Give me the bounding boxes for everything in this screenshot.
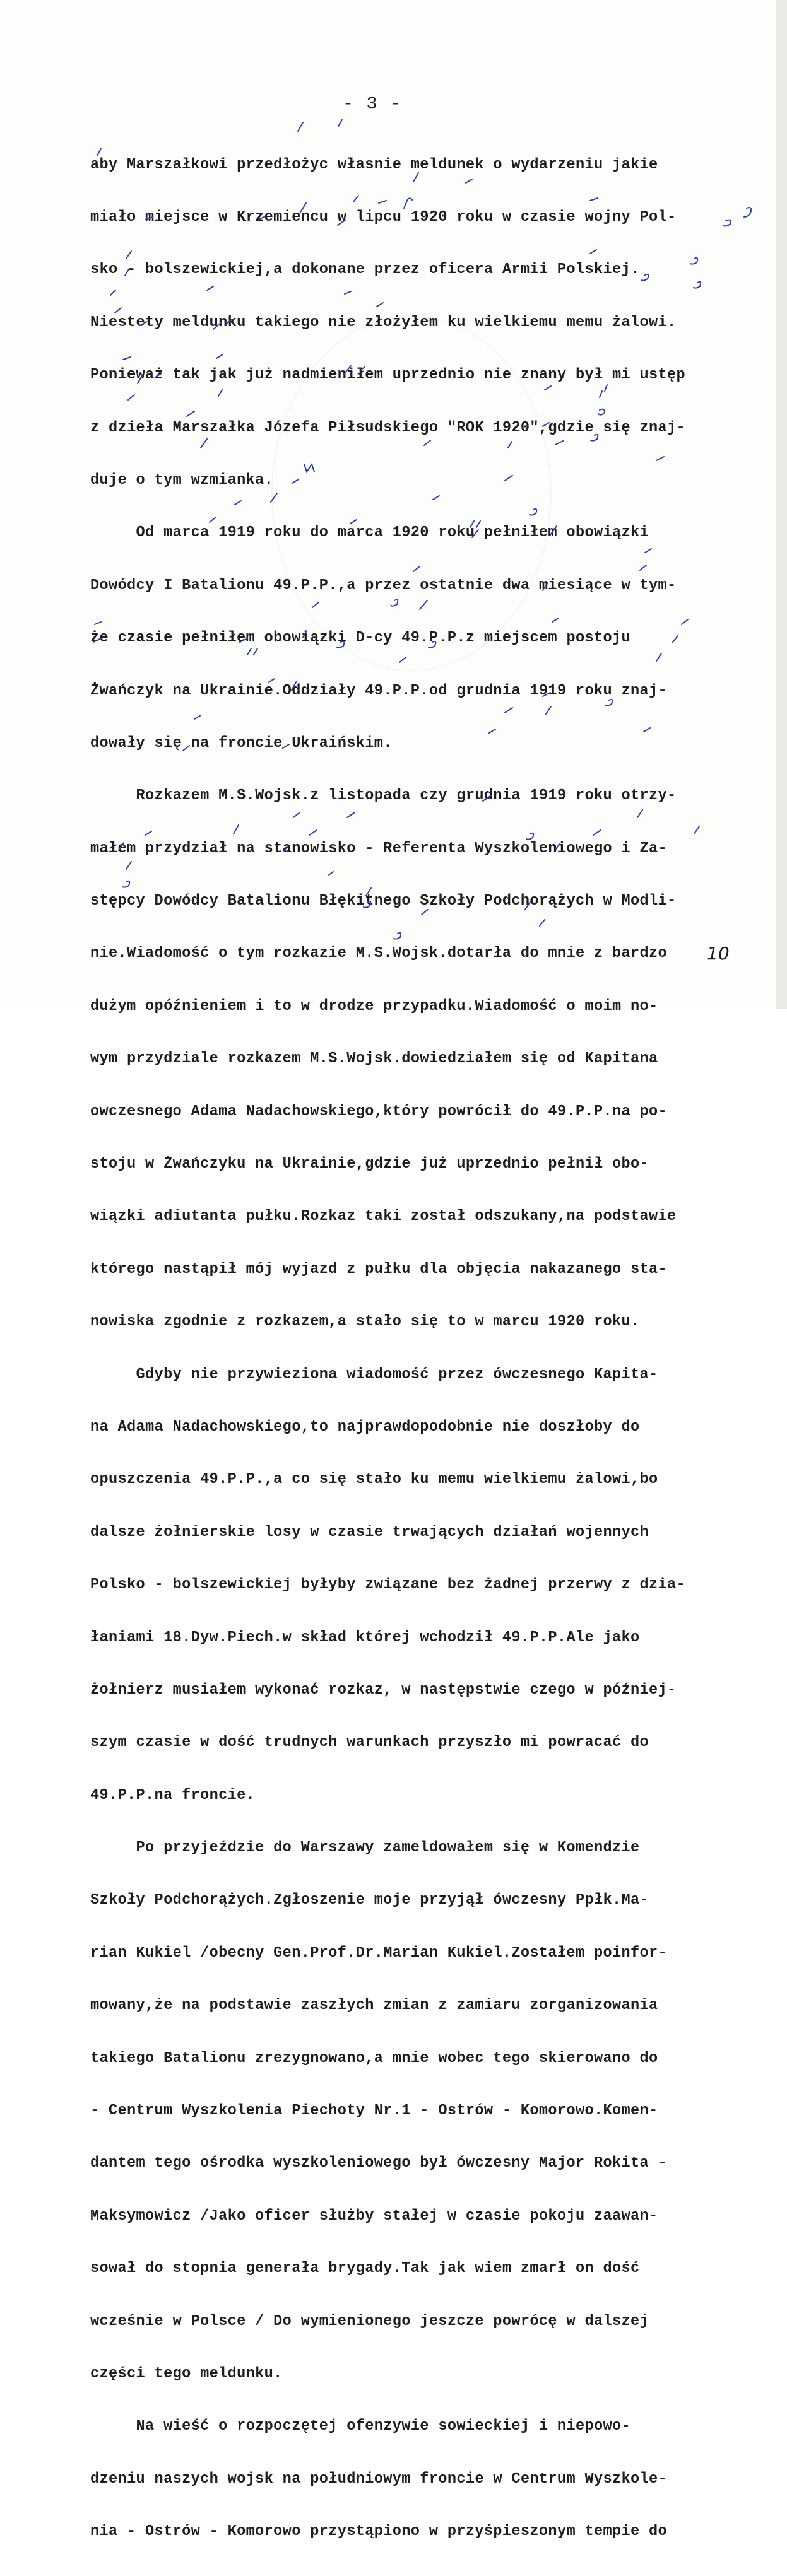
text-line: Dowódcy I Batalionu 49.P.P.,a przez ostatnie dwa miesiące w tym- bbox=[90, 577, 677, 594]
text-line: że czasie pełniłem obowiązki D-cy 49.P.P.z miejscem postoju bbox=[90, 629, 631, 647]
text-line: Maksymowicz /Jako oficer służby stałej w czasie pokoju zaawan- bbox=[90, 2207, 658, 2225]
text-line: dowały się na froncie Ukraińskim. bbox=[90, 734, 393, 752]
text-line: nie.Wiadomość o tym rozkazie M.S.Wojsk.dotarła do mnie z bardzo bbox=[90, 945, 668, 963]
text-line: na Adama Nadachowskiego,to najprawdopodobnie nie doszłoby do bbox=[90, 1418, 640, 1436]
text-line: Szkoły Podchorążych.Zgłoszenie moje przyjął ówczesny Ppłk.Ma- bbox=[90, 1892, 649, 1909]
text-line: dużym opóźnieniem i to w drodze przypadku.Wiadomość o moim no- bbox=[90, 997, 658, 1015]
text-line: owczesnego Adama Nadachowskiego,który powrócił do 49.P.P.na po- bbox=[90, 1103, 668, 1120]
text-line: dalsze żołnierskie losy w czasie trwających działań wojennych bbox=[90, 1523, 649, 1541]
text-line: dantem tego ośrodka wyszkoleniowego był ówczesny Major Rokita - bbox=[90, 2155, 668, 2172]
text-line: sował do stopnia generała brygady.Tak jak wiem zmarł on dość bbox=[90, 2260, 640, 2278]
page-number: - 3 - bbox=[342, 95, 402, 114]
text-line: duje o tym wzmianka. bbox=[90, 471, 274, 489]
text-line: Po przyjeździe do Warszawy zameldowałem się w Komendzie bbox=[90, 1839, 640, 1857]
text-line: części tego meldunku. bbox=[90, 2365, 283, 2382]
text-line: stoju w Żwańczyku na Ukrainie,gdzie już uprzednio pełnił obo- bbox=[90, 1156, 649, 1173]
scan-edge bbox=[776, 0, 787, 1009]
text-line: wym przydziale rozkazem M.S.Wojsk.dowiedziałem się od Kapitana bbox=[90, 1050, 658, 1068]
text-line: 49.P.P.na froncie. bbox=[90, 1786, 256, 1804]
text-line: nia - Ostrów - Komorowo przystąpiono w przyśpieszonym tempie do bbox=[90, 2523, 668, 2541]
text-line: miało miejsce w Krzemiencu w lipcu 1920 roku w czasie wojny Pol- bbox=[90, 208, 677, 226]
text-line: z dzieła Marszałka Józefa Piłsudskiego "ROK 1920",gdzie się znaj- bbox=[90, 419, 686, 436]
text-line: aby Marszałkowi przedłożyc własnie meldunek o wydarzeniu jakie bbox=[90, 156, 658, 173]
text-line: mowany,że na podstawie zaszłych zmian z zamiaru zorganizowania bbox=[90, 1997, 658, 2015]
text-line: nowiska zgodnie z rozkazem,a stało się to w marcu 1920 roku. bbox=[90, 1313, 640, 1331]
text-line: którego nastąpił mój wyjazd z pułku dla objęcia nakazanego sta- bbox=[90, 1260, 668, 1278]
text-line: stępcy Dowódcy Batalionu Błękitnego Szkoły Podchorążych w Modli- bbox=[90, 893, 677, 910]
text-line: wcześnie w Polsce / Do wymienionego jeszcze powrócę w dalszej bbox=[90, 2312, 649, 2330]
text-line: Gdyby nie przywieziona wiadomość przez ówczesnego Kapita- bbox=[90, 1366, 658, 1383]
text-line: Od marca 1919 roku do marca 1920 roku pełniłem obowiązki bbox=[90, 524, 649, 542]
text-line: Na wieść o rozpoczętej ofenzywie sowieckiej i niepowo- bbox=[90, 2418, 631, 2435]
text-line: łaniami 18.Dyw.Piech.w skład której wchodził 49.P.P.Ale jako bbox=[90, 1629, 640, 1646]
text-line: szym czasie w dość trudnych warunkach przyszło mi powracać do bbox=[90, 1734, 649, 1752]
text-line: małem przydział na stanowisko - Referenta Wyszkoleniowego i Za- bbox=[90, 840, 668, 857]
text-line: dzeniu naszych wojsk na południowym froncie w Centrum Wyszkole- bbox=[90, 2470, 668, 2488]
text-line: takiego Batalionu zrezygnowano,a mnie wobec tego skierowano do bbox=[90, 2049, 658, 2067]
text-line: Rozkazem M.S.Wojsk.z listopada czy grudnia 1919 roku otrzy- bbox=[90, 787, 677, 805]
text-line: wiązki adiutanta pułku.Rozkaz taki został odszukany,na podstawie bbox=[90, 1208, 677, 1226]
text-line: opuszczenia 49.P.P.,a co się stało ku memu wielkiemu żalowi,bo bbox=[90, 1471, 658, 1489]
text-line: Ponieważ tak jak już nadmieniłem uprzednio nie znany był mi ustęp bbox=[90, 366, 686, 384]
typewritten-text bbox=[90, 121, 772, 2576]
text-line: żołnierz musiałem wykonać rozkaz, w następstwie czego w później- bbox=[90, 1681, 677, 1699]
folio-number: 10 bbox=[707, 943, 730, 964]
text-line: Niestety meldunku takiego nie złożyłem ku wielkiemu memu żalowi. bbox=[90, 313, 677, 331]
text-line: sko - bolszewickiej,a dokonane przez oficera Armii Polskiej. bbox=[90, 261, 640, 279]
text-line: rian Kukiel /obecny Gen.Prof.Dr.Marian Kukiel.Zostałem poinfor- bbox=[90, 1944, 668, 1962]
text-line: Żwańczyk na Ukrainie.Oddziały 49.P.P.od grudnia 1919 roku znaj- bbox=[90, 682, 668, 700]
text-line: - Centrum Wyszkolenia Piechoty Nr.1 - Ostrów - Komorowo.Komen- bbox=[90, 2102, 658, 2120]
text-line: Polsko - bolszewickiej byłyby związane bez żadnej przerwy z dzia- bbox=[90, 1576, 686, 1594]
